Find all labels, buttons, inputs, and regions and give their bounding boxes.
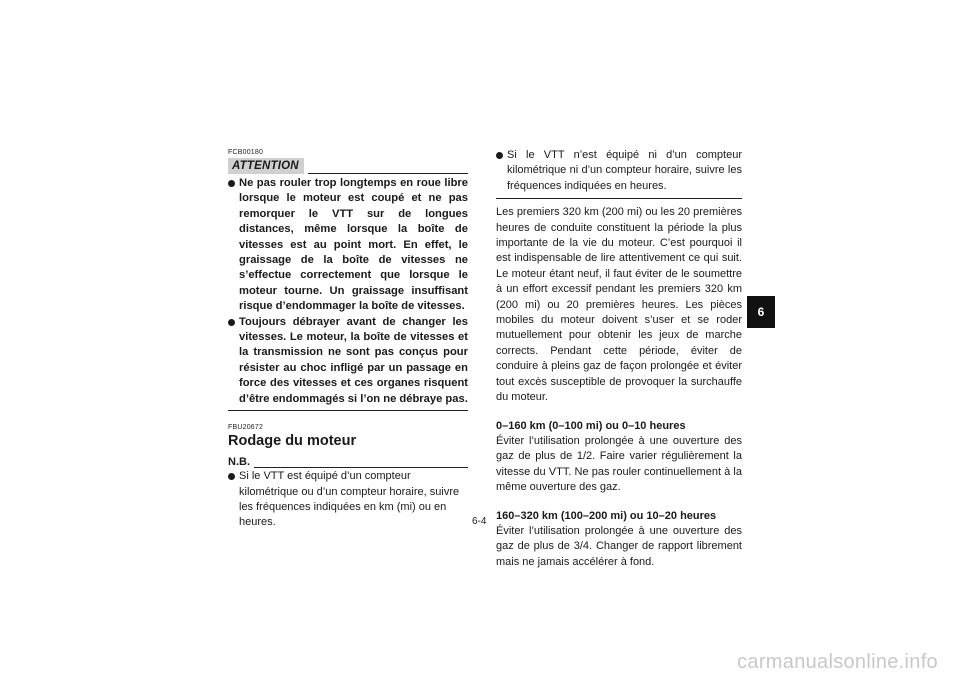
caution-item bbox=[228, 176, 468, 315]
nb-item bbox=[228, 469, 468, 531]
intro-paragraph: Les premiers 320 km (200 mi) ou les 20 premières heures de conduite constituent la période la plus importante de la vie du moteur. C’est pourquoi il est indispensable de lire attentivement ce qui suit. Le moteur étant neuf, il faut éviter de le soumettre à un effort excessif pendant les premiers 320 km (200 mi) ou 20 premières heures. Les pièces mobiles du moteur doivent s’user et se roder mutuellement pour obtenir les jeux de marche corrects. Pendant cette période, éviter de conduire à pleins gaz de façon prolongée et éviter tout excès susceptible de provoquer la surchauffe du moteur. bbox=[496, 206, 742, 404]
nb-end-rule bbox=[496, 198, 742, 199]
subsection-title: 0–160 km (0–100 mi) ou 0–10 heures bbox=[496, 419, 686, 432]
bullet-icon bbox=[228, 319, 235, 326]
caution-item-text: Ne pas rouler trop longtemps en roue libre lorsque le moteur est coupé et ne pas remorquer le VTT sur de longues distances, même lorsque la boîte de vitesses est au point mort. En effet, le graissage de la boîte de vitesses ne s’effectue correctement que lorsque le moteur tourne. Un graissage insuffisant risque d’endommager la boîte de vitesses. bbox=[239, 177, 468, 313]
page-number: 6-4 bbox=[472, 516, 487, 527]
nb-label: N.B. bbox=[228, 456, 250, 469]
left-column bbox=[228, 148, 468, 531]
section-code: FBU20672 bbox=[228, 424, 264, 432]
right-column bbox=[496, 148, 742, 570]
caution-header-rule bbox=[308, 173, 468, 174]
caution-item-text: Toujours débrayer avant de changer les vitesses. Le moteur, la boîte de vitesses et la transmission ne sont pas conçus pour résister au choc infligé par un passage en force des vitesses et ces organes risquent d’être endommagés si l’on ne débraye pas. bbox=[239, 315, 468, 405]
caution-item bbox=[228, 315, 468, 407]
subsection-text: Éviter l’utilisation prolongée à une ouverture des gaz de plus de 1/2. Faire varier régulièrement la vitesse du VTT. Ne pas rouler continuellement à la même ouverture des gaz. bbox=[496, 434, 742, 494]
chapter-tab: 6 bbox=[747, 296, 775, 328]
caution-end-rule bbox=[228, 410, 468, 411]
subsection-title: 160–320 km (100–200 mi) ou 10–20 heures bbox=[496, 509, 717, 522]
caution-label: ATTENTION bbox=[228, 158, 304, 174]
nb-list-continued bbox=[496, 148, 742, 194]
subsection-text: Éviter l’utilisation prolongée à une ouverture des gaz de plus de 3/4. Changer de rapport librement mais ne jamais accélérer à fond. bbox=[496, 524, 742, 568]
nb-list bbox=[228, 469, 468, 531]
nb-item-text: Si le VTT est équipé d’un compteur kilométrique ou d’un compteur horaire, suivre les fréquences indiquées en km (mi) ou en heures. bbox=[239, 470, 460, 529]
nb-header bbox=[228, 456, 468, 469]
bullet-icon bbox=[228, 473, 235, 480]
bullet-icon bbox=[228, 180, 235, 187]
section-title: Rodage du moteur bbox=[228, 433, 357, 450]
watermark: carmanualsonline.info bbox=[737, 651, 938, 673]
nb-header-rule bbox=[254, 467, 468, 468]
nb-item-text: Si le VTT n’est équipé ni d’un compteur kilométrique ni d’un compteur horaire, suivre les fréquences indiquées en heures. bbox=[507, 149, 742, 192]
caution-header bbox=[228, 158, 468, 174]
nb-item bbox=[496, 148, 742, 194]
caution-list bbox=[228, 176, 468, 407]
caution-code: FCB00180 bbox=[228, 149, 264, 156]
bullet-icon bbox=[496, 152, 503, 159]
